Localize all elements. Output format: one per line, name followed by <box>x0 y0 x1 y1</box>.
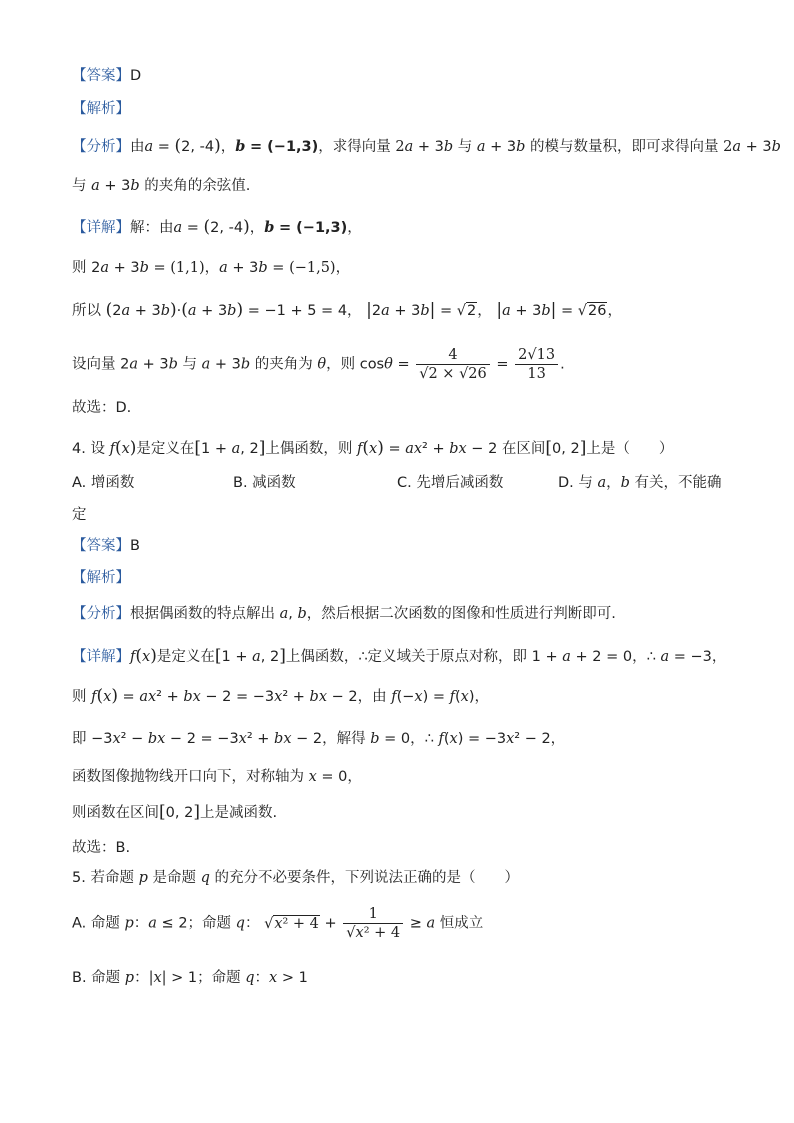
answer-value: D <box>130 68 142 84</box>
answer-line-q4: 【答案】B <box>72 538 140 554</box>
result-fraction: $\frac{2√13}{13}$ <box>515 346 558 383</box>
xiangjie-step4-q4: 函数图像抛物线开口向下，对称轴为 x = 0， <box>72 769 362 785</box>
xiangjie-step2-q3: 则 2a + 3b = (1,1)，a + 3b = (−1,5)， <box>72 260 351 276</box>
fenxi-text-1: 由a = (2, -4)，b = (−1,3)，求得向量 2a + 3b 与 a + 3b 的模与数量积，即可求得向量 2a + 3b <box>130 136 781 156</box>
question-5-stem: 5. 若命题 p 是命题 q 的充分不必要条件，下列说法正确的是（ ） <box>72 870 519 886</box>
question-4-stem: 4. 设 f(x)是定义在[1 + a, 2]上偶函数，则 f(x) = ax² + bx − 2 在区间[0, 2]上是（ ） <box>72 438 674 458</box>
fenxi-line-2-q3: 与 a + 3b 的夹角的余弦值. <box>72 178 251 194</box>
xiangjie-step3-q4: 即 −3x² − bx − 2 = −3x² + bx − 2，解得 b = 0，∴ f(x) = −3x² − 2， <box>72 731 566 747</box>
option-d: D. 与 a，b 有关，不能确 <box>558 475 722 491</box>
xiangjie-tag: 【详解】 <box>72 220 130 236</box>
option-c: C. 先增后减函数 <box>397 475 504 491</box>
fenxi-q4: 【分析】根据偶函数的特点解出 a, b，然后根据二次函数的图像和性质进行判断即可. <box>72 606 616 622</box>
fenxi-tag: 【分析】 <box>72 139 130 155</box>
cos-fraction: $\frac{4}{√2 \times √26}$ <box>416 346 490 383</box>
xiangjie-step4-q3: 设向量 2a + 3b 与 a + 3b 的夹角为 θ，则 cosθ = $\frac{4}{√2 \times √26}$ = $\frac{2√13}{13}$ . <box>72 347 565 382</box>
conclusion-q4: 故选：B. <box>72 840 131 856</box>
q5-option-b: B. 命题 p：|x| > 1；命题 q：x > 1 <box>72 970 308 986</box>
analysis-tag-q3: 【解析】 <box>72 101 130 117</box>
xiangjie-step3-q3: 所以 (2a + 3b)·(a + 3b) = −1 + 5 = 4， |2a + 3b| = √2， |a + 3b| = √26， <box>72 300 622 320</box>
xiangjie-step5-q4: 则函数在区间[0, 2]上是减函数. <box>72 802 278 822</box>
option-b: B. 减函数 <box>233 475 296 491</box>
fenxi-line-1-q3 <box>72 136 781 157</box>
answer-tag: 【答案】 <box>72 68 130 84</box>
option-d-wrap: 定 <box>72 507 87 523</box>
answer-line-q3 <box>72 66 141 86</box>
xiangjie-step1-q3: 【详解】解：由a = (2, -4)，b = (−1,3)， <box>72 217 362 237</box>
q5-option-a: A. 命题 p：a ≤ 2；命题 q： √x² + 4 + $\frac{1}{\text{√x² + 4}}$ ≥ a 恒成立 <box>72 906 484 941</box>
conclusion-q3: 故选：D. <box>72 400 132 416</box>
option-a: A. 增函数 <box>72 475 135 491</box>
xiangjie-step1-q4: 【详解】f(x)是定义在[1 + a, 2]上偶函数，∴定义域关于原点对称，即 1 + a + 2 = 0，∴ a = −3， <box>72 646 727 666</box>
xiangjie-step2-q4: 则 f(x) = ax² + bx − 2 = −3x² + bx − 2，由 f(−x) = f(x)， <box>72 686 490 706</box>
analysis-tag-q4: 【解析】 <box>72 570 130 586</box>
